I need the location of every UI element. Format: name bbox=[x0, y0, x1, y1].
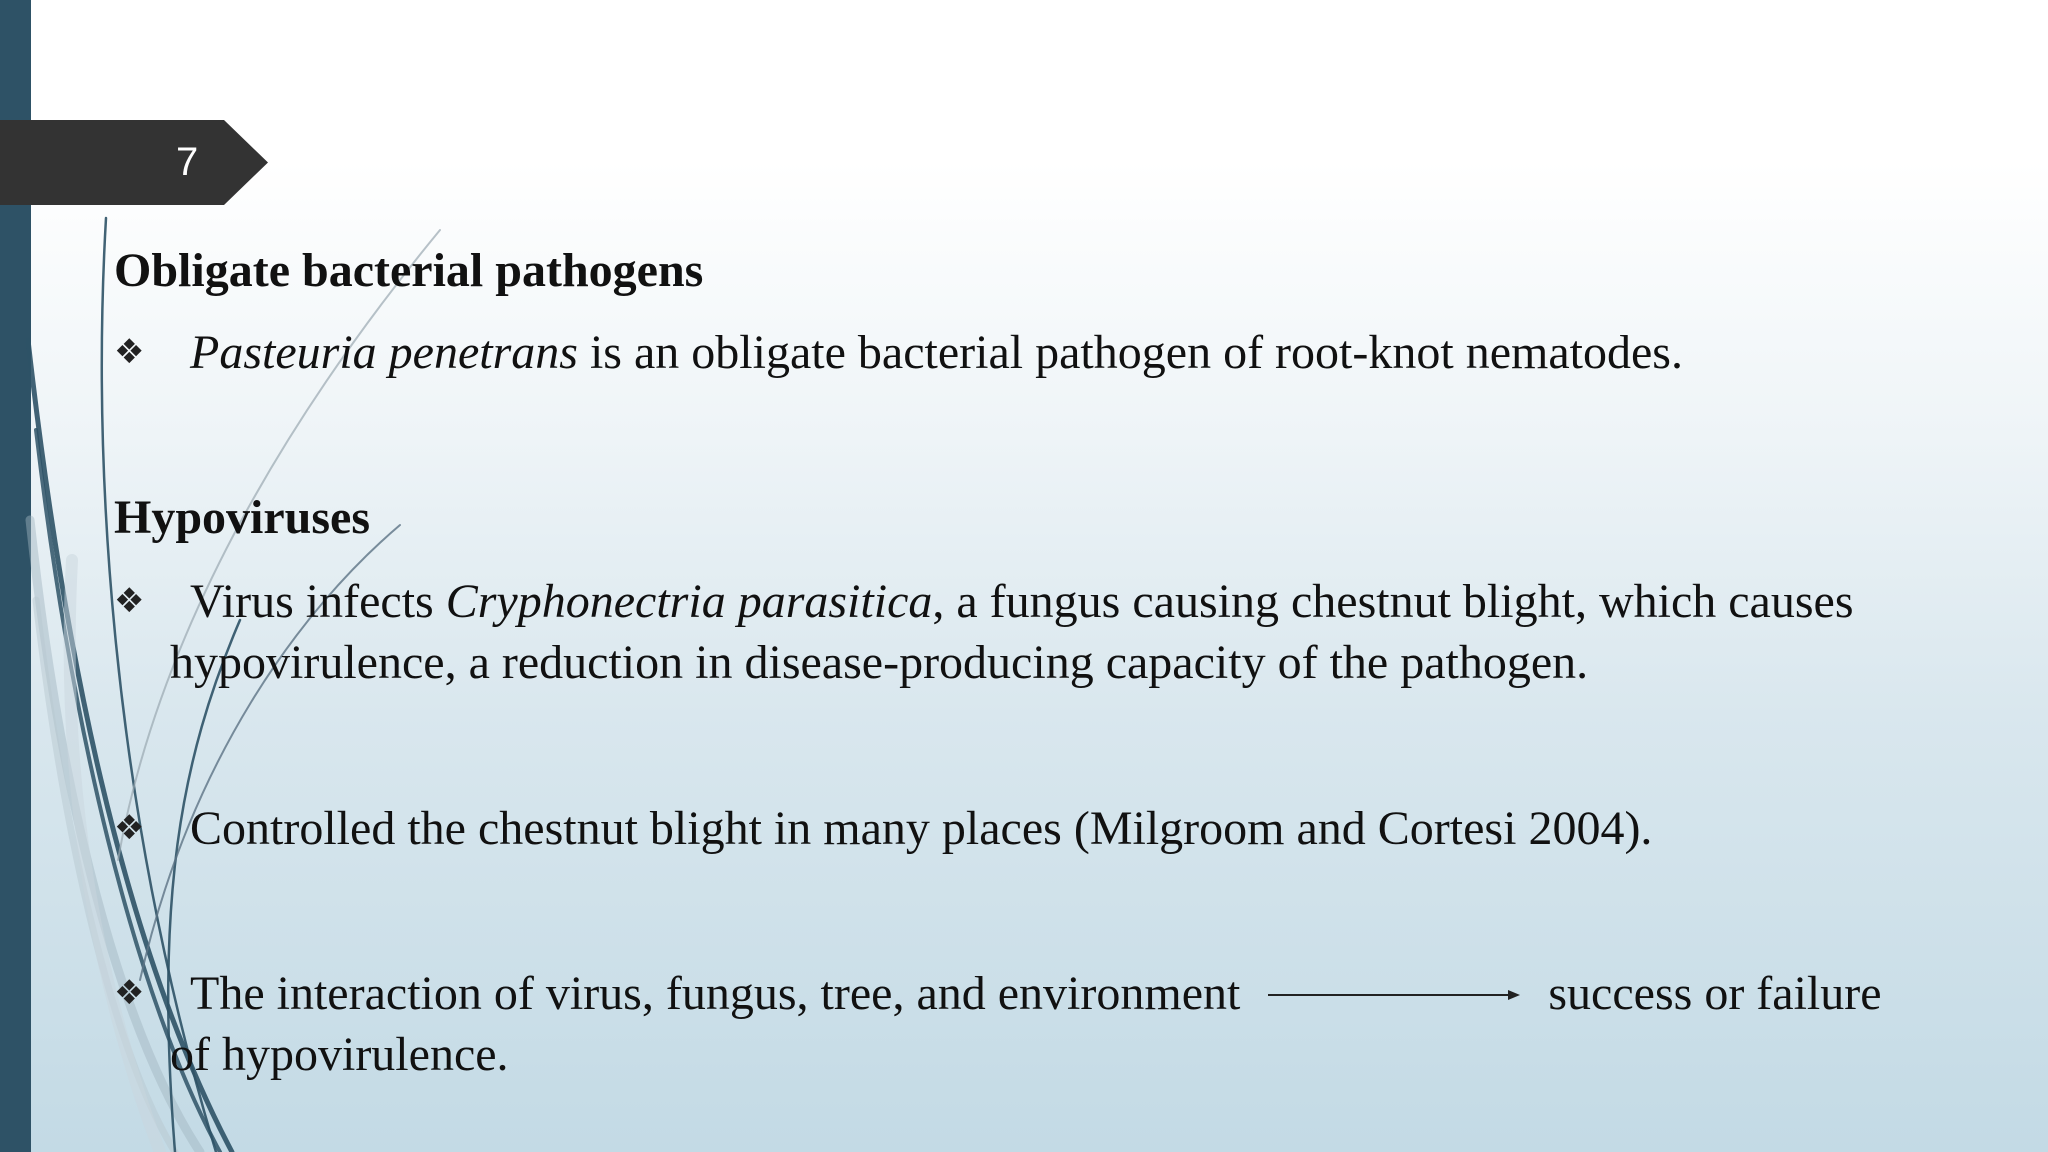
four-diamond-bullet-icon: ❖ bbox=[114, 973, 145, 1013]
species-name: Pasteuria penetrans bbox=[190, 326, 578, 379]
four-diamond-bullet-icon: ❖ bbox=[114, 808, 145, 848]
bullet-text: The interaction of virus, fungus, tree, and environment success or failure bbox=[190, 967, 1882, 1020]
bullet-continuation: hypovirulence, a reduction in disease-producing capacity of the pathogen. bbox=[170, 636, 1589, 689]
heading-obligate-bacterial-pathogens: Obligate bacterial pathogens bbox=[114, 244, 704, 297]
right-arrow-icon bbox=[1268, 988, 1520, 1002]
bullet-interaction bbox=[114, 963, 2014, 1085]
bullet-virus-infects bbox=[114, 571, 2014, 693]
page-number: 7 bbox=[176, 140, 199, 184]
bullet-body: is an obligate bacterial pathogen of root-knot nematodes. bbox=[577, 326, 1683, 379]
bullet-text bbox=[114, 322, 2014, 383]
bullet-text: Virus infects Cryphonectria parasitica, a fungus causing chestnut blight, which causes bbox=[190, 575, 1854, 628]
page-number-tab bbox=[0, 120, 268, 205]
four-diamond-bullet-icon: ❖ bbox=[114, 332, 145, 372]
bullet-controlled-blight bbox=[114, 798, 2014, 859]
heading-hypoviruses: Hypoviruses bbox=[114, 491, 371, 544]
four-diamond-bullet-icon: ❖ bbox=[114, 581, 145, 621]
bullet-continuation: of hypovirulence. bbox=[170, 1028, 509, 1081]
bullet-text: Controlled the chestnut blight in many places (Milgroom and Cortesi 2004). bbox=[190, 802, 1653, 855]
bullet-pasteuria bbox=[114, 322, 2014, 383]
species-name: Cryphonectria parasitica bbox=[445, 575, 933, 628]
